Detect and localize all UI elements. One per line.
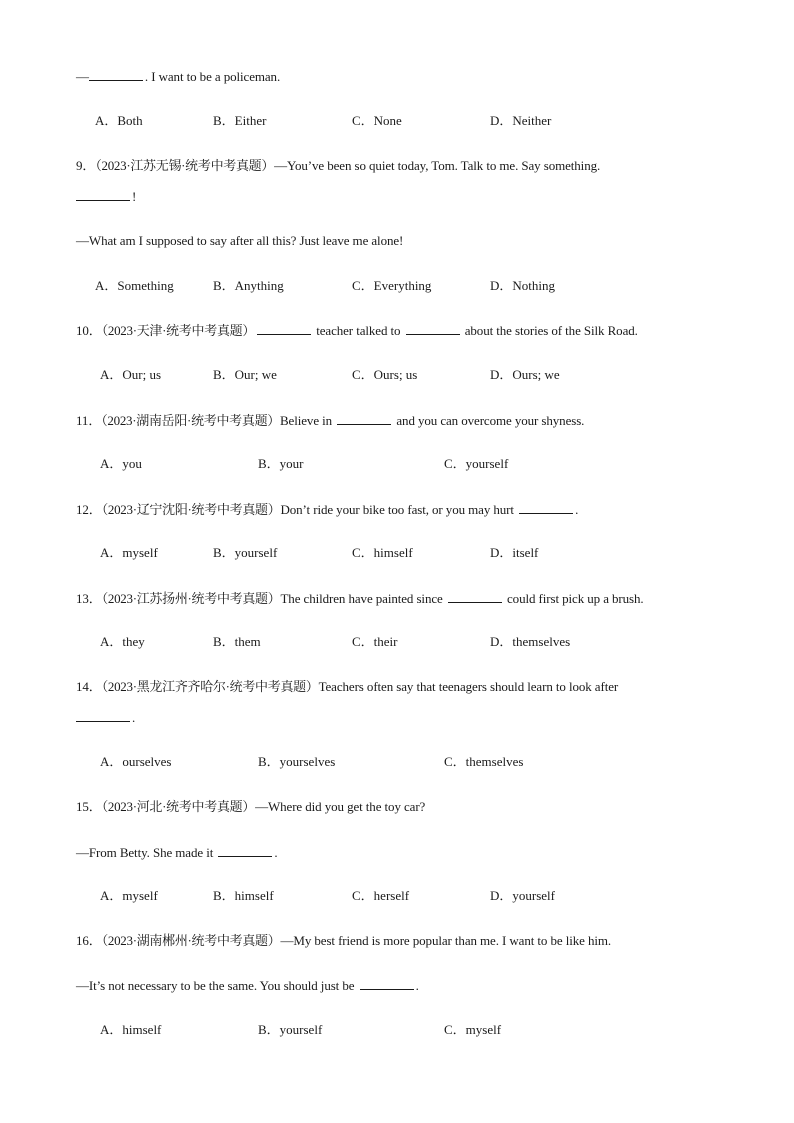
option-a: A．you — [100, 456, 142, 471]
option-d: D．yourself — [490, 888, 555, 903]
option-a: A．Something — [95, 278, 174, 293]
question-15-line-2: —From Betty. She made it . — [76, 845, 278, 860]
question-source: （2023·湖南岳阳·统考中考真题） — [101, 413, 280, 428]
option-c: C．Ours; us — [352, 367, 418, 382]
question-14-line-2: . — [76, 709, 135, 726]
option-d: D．Neither — [490, 113, 552, 128]
question-15-line-1: 15．（2023·河北·统考中考真题）—Where did you get the toy car? — [76, 799, 426, 814]
answer-blank — [337, 412, 391, 425]
question-9-line-1: 9．（2023·江苏无锡·统考中考真题）—You’ve been so quiet today, Tom. Talk to me. Say something. — [76, 158, 601, 173]
option-b: B．yourself — [213, 545, 278, 560]
question-source: （2023·湖南郴州·统考中考真题） — [101, 933, 281, 948]
fragment-line: — . I want to be a policeman. — [76, 69, 281, 84]
option-a: A．ourselves — [100, 754, 172, 769]
option-b: B．Our; we — [213, 367, 277, 382]
question-source: （2023·河北·统考中考真题） — [101, 799, 256, 814]
option-b: B．them — [213, 634, 261, 649]
answer-blank — [406, 322, 460, 335]
option-c: C．Everything — [352, 278, 432, 293]
option-b: B．your — [258, 456, 304, 471]
question-12: 12．（2023·辽宁沈阳·统考中考真题）Don’t ride your bike too fast, or you may hurt . — [76, 502, 579, 517]
option-a: A．Our; us — [100, 367, 162, 382]
option-a: A．himself — [100, 1022, 162, 1037]
question-11: 11．（2023·湖南岳阳·统考中考真题）Believe in and you can overcome your shyness. — [76, 413, 585, 428]
question-10: 10．（2023·天津·统考中考真题） teacher talked to about the stories of the Silk Road. — [76, 323, 638, 338]
option-c: C．myself — [444, 1022, 502, 1037]
option-d: D．Nothing — [490, 278, 556, 293]
option-a: A．Both — [95, 113, 143, 128]
option-c: C．None — [352, 113, 402, 128]
option-b: B．yourselves — [258, 754, 336, 769]
option-b: B．himself — [213, 888, 274, 903]
answer-blank — [257, 322, 311, 335]
answer-blank — [519, 501, 573, 514]
answer-blank — [360, 977, 414, 990]
question-14-line-1: 14．（2023·黑龙江齐齐哈尔·统考中考真题）Teachers often say that teenagers should learn to look after — [76, 679, 619, 694]
answer-blank — [76, 188, 130, 201]
option-c: C．yourself — [444, 456, 509, 471]
answer-blank — [89, 68, 143, 81]
option-d: D．itself — [490, 545, 539, 560]
answer-blank — [76, 709, 130, 722]
question-13: 13．（2023·江苏扬州·统考中考真题）The children have painted since could first pick up a brush. — [76, 591, 644, 606]
option-c: C．himself — [352, 545, 413, 560]
question-source: （2023·江苏无锡·统考中考真题） — [95, 158, 275, 173]
question-9-line-2: ! — [76, 188, 136, 205]
option-d: D．themselves — [490, 634, 571, 649]
option-d: D．Ours; we — [490, 367, 560, 382]
option-a: A．myself — [100, 545, 158, 560]
question-16-line-2: —It’s not necessary to be the same. You should just be . — [76, 978, 419, 993]
question-source: （2023·江苏扬州·统考中考真题） — [101, 591, 281, 606]
answer-blank — [448, 590, 502, 603]
option-b: B．Either — [213, 113, 267, 128]
question-9-line-3: —What am I supposed to say after all this? Just leave me alone! — [76, 233, 404, 248]
option-c: C．herself — [352, 888, 410, 903]
question-source: （2023·天津·统考中考真题） — [101, 323, 256, 338]
option-a: A．they — [100, 634, 145, 649]
option-b: B．yourself — [258, 1022, 323, 1037]
option-c: C．their — [352, 634, 398, 649]
option-b: B．Anything — [213, 278, 284, 293]
answer-blank — [218, 844, 272, 857]
question-16-line-1: 16．（2023·湖南郴州·统考中考真题）—My best friend is more popular than me. I want to be like him. — [76, 933, 612, 948]
option-a: A．myself — [100, 888, 158, 903]
question-source: （2023·辽宁沈阳·统考中考真题） — [101, 502, 281, 517]
question-source: （2023·黑龙江齐齐哈尔·统考中考真题） — [101, 679, 319, 694]
option-c: C．themselves — [444, 754, 524, 769]
